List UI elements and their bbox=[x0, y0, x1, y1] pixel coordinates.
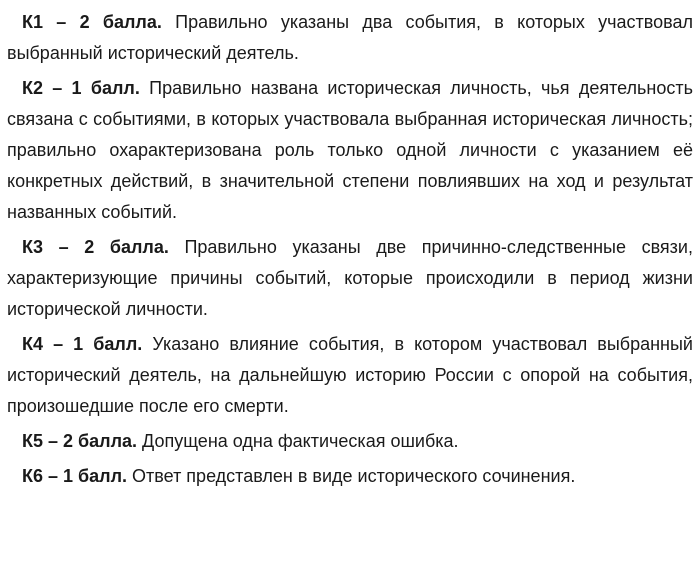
criterion-text: Допущена одна фактическая ошибка. bbox=[142, 431, 459, 451]
criterion-label: К3 – 2 балла. bbox=[22, 237, 169, 257]
criterion-text: Указано влияние события, в котором участвовал выбранный исторический деятель, на дальнейшую историю России с опорой на события, произошедшие после его смерти. bbox=[7, 334, 693, 416]
grading-criteria-document bbox=[7, 7, 693, 496]
criterion-text: Ответ представлен в виде исторического сочинения. bbox=[132, 466, 576, 486]
criterion-k4 bbox=[7, 329, 693, 422]
criterion-k5 bbox=[7, 426, 693, 457]
criterion-k2 bbox=[7, 73, 693, 228]
criterion-label: К6 – 1 балл. bbox=[22, 466, 128, 486]
criterion-label: К5 – 2 балла. bbox=[22, 431, 138, 451]
criterion-text: Правильно указаны два события, в которых участвовал выбранный исторический деятель. bbox=[7, 12, 693, 63]
criterion-k3 bbox=[7, 232, 693, 325]
criterion-text: Правильно названа историческая личность, чья деятельность связана с событиями, в которых участвовала выбранная историческая личность; правильно охарактеризована роль только одной личности с указанием её конкретных действий, в значительной степени повлиявших на ход и результат названных событий. bbox=[7, 78, 693, 222]
criterion-label: К1 – 2 балла. bbox=[22, 12, 162, 32]
criterion-k1 bbox=[7, 7, 693, 69]
criterion-label: К2 – 1 балл. bbox=[22, 78, 140, 98]
criterion-label: К4 – 1 балл. bbox=[22, 334, 143, 354]
criterion-k6 bbox=[7, 461, 693, 492]
criterion-text: Правильно указаны две причинно-следственные связи, характеризующие причины событий, которые происходили в период жизни исторической личности. bbox=[7, 237, 693, 319]
